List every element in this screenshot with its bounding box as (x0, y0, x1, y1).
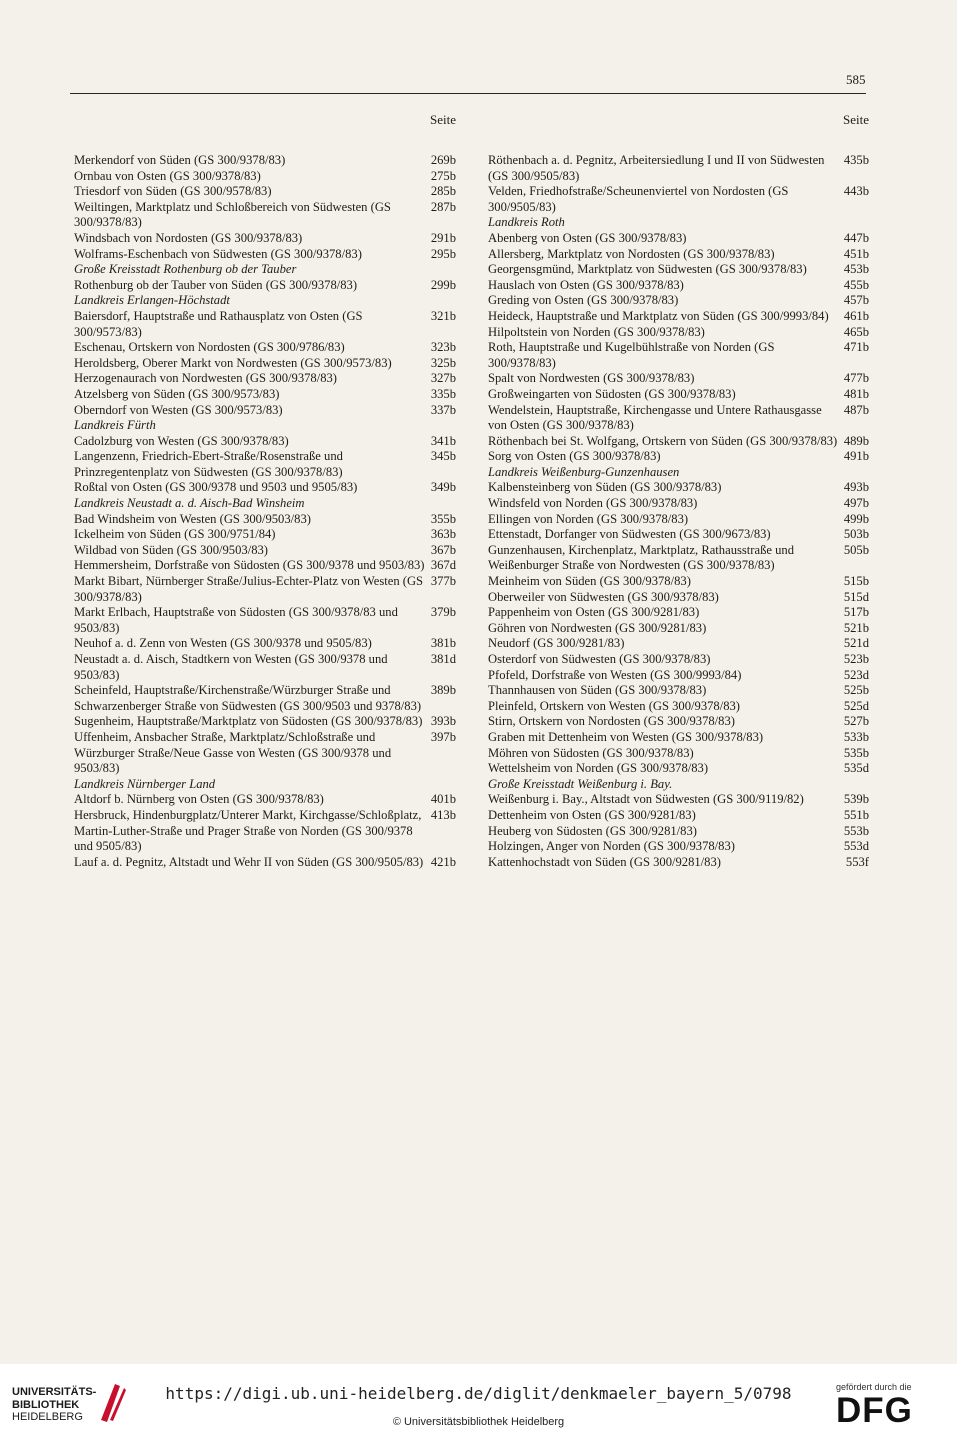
index-entry (74, 371, 456, 387)
entry-page: 349b (430, 480, 456, 495)
index-entry (488, 262, 869, 278)
right-entry-list (488, 153, 869, 870)
entry-page: 367b (430, 542, 456, 557)
index-entry (74, 543, 456, 559)
entry-title: Langenzenn, Friedrich-Ebert-Straße/Rosenstraße und Prinzregentenplatz von Südwesten (GS 300/9378/83) (74, 449, 343, 479)
index-entry (74, 309, 456, 340)
index-entry (488, 449, 869, 465)
index-entry (74, 434, 456, 450)
entry-page: 379b (430, 605, 456, 620)
index-entry (488, 839, 869, 855)
index-entry (488, 792, 869, 808)
entry-page: 363b (430, 527, 456, 542)
entry-title: Windsfeld von Norden (GS 300/9378/83) (488, 496, 698, 511)
section-heading: Landkreis Fürth (74, 418, 156, 433)
entry-title: Scheinfeld, Hauptstraße/Kirchenstraße/Würzburger Straße und Schwarzenberger Straße von Südwesten (GS 300/9503 und 9378/83) (74, 683, 422, 713)
entry-page: 295b (430, 246, 456, 261)
index-entry (488, 761, 869, 777)
index-entry (74, 169, 456, 185)
entry-page: 337b (430, 402, 456, 417)
entry-title: Greding von Osten (GS 300/9378/83) (488, 293, 679, 308)
entry-page: 345b (430, 449, 456, 464)
entry-title: Pleinfeld, Ortskern von Westen (GS 300/9378/83) (488, 698, 740, 713)
section-heading: Landkreis Nürnberger Land (74, 776, 216, 791)
entry-title: Ettenstadt, Dorfanger von Südwesten (GS 300/9673/83) (488, 527, 771, 542)
entry-title: Wettelsheim von Norden (GS 300/9378/83) (488, 761, 709, 776)
left-column (74, 112, 456, 870)
index-entry (488, 605, 869, 621)
entry-title: Ickelheim von Süden (GS 300/9751/84) (74, 527, 276, 542)
entry-page: 477b (843, 371, 869, 386)
entry-title: Heroldsberg, Oberer Markt von Nordwesten (GS 300/9573/83) (74, 355, 392, 370)
index-entry (488, 371, 869, 387)
index-entry (488, 808, 869, 824)
page-number: 585 (846, 72, 866, 87)
entry-page: 299b (430, 277, 456, 292)
viewer-footer (0, 1364, 957, 1442)
entry-title: Gunzenhausen, Kirchenplatz, Marktplatz, Rathausstraße und Weißenburger Straße von Nordwesten (GS 300/9378/83) (488, 542, 794, 573)
index-entry (488, 387, 869, 403)
entry-title: Velden, Friedhofstraße/Scheunenviertel von Nordosten (GS 300/9505/83) (488, 184, 789, 214)
entry-title: Uffenheim, Ansbacher Straße, Marktplatz/Schloßstraße und Würzburger Straße/Neue Gasse von Westen (GS 300/9378 und 9503/83) (74, 729, 392, 776)
right-column (488, 112, 869, 870)
index-entry (488, 403, 869, 434)
entry-title: Meinheim von Süden (GS 300/9378/83) (488, 574, 691, 589)
entry-page: 489b (843, 433, 869, 448)
section-heading: Landkreis Neustadt a. d. Aisch-Bad Winsheim (74, 496, 305, 511)
entry-page: 551b (843, 807, 869, 822)
entry-title: Möhren von Südosten (GS 300/9378/83) (488, 745, 694, 760)
entry-page: 421b (430, 854, 456, 869)
entry-page: 553b (843, 823, 869, 838)
left-entry-list (74, 153, 456, 870)
entry-title: Sugenheim, Hauptstraße/Marktplatz von Südosten (GS 300/9378/83) (74, 714, 423, 729)
entry-title: Hersbruck, Hindenburgplatz/Unterer Markt, Kirchgasse/Schloßplatz, Martin-Luther-Straße und Prager Straße von Norden (GS 300/9378 und 9505/83) (74, 807, 422, 854)
section-heading: Große Kreisstadt Weißenburg i. Bay. (488, 776, 673, 791)
index-entry (488, 527, 869, 543)
entry-page: 481b (843, 386, 869, 401)
index-entry (488, 683, 869, 699)
section-heading: Landkreis Roth (488, 215, 565, 230)
entry-title: Heuberg von Südosten (GS 300/9281/83) (488, 823, 697, 838)
index-entry (74, 558, 456, 574)
index-entry (488, 668, 869, 684)
entry-page: 377b (430, 574, 456, 589)
index-entry (74, 153, 456, 169)
entry-page: 553d (843, 839, 869, 854)
entry-title: Roth, Hauptstraße und Kugelbühlstraße von Norden (GS 300/9378/83) (488, 340, 775, 370)
entry-title: Pfofeld, Dorfstraße von Westen (GS 300/9993/84) (488, 667, 742, 682)
index-entry (74, 636, 456, 652)
entry-page: 523b (843, 652, 869, 666)
entry-title: Neustadt a. d. Aisch, Stadtkern von Westen (GS 300/9378 und 9503/83) (74, 652, 388, 682)
entry-title: Georgensgmünd, Marktplatz von Südwesten (GS 300/9378/83) (488, 262, 807, 277)
entry-page: 493b (843, 480, 869, 495)
entry-page: 355b (430, 511, 456, 526)
entry-page: 335b (430, 386, 456, 401)
entry-page: 287b (430, 199, 456, 214)
entry-title: Hauslach von Osten (GS 300/9378/83) (488, 277, 684, 292)
index-entry (74, 574, 456, 605)
header-rule (70, 93, 866, 94)
entry-page: 553f (845, 854, 869, 869)
copyright-text: © Universitätsbibliothek Heidelberg (392, 1416, 565, 1428)
section-heading: Große Kreisstadt Rothenburg ob der Tauber (74, 262, 297, 277)
entry-page: 325b (430, 355, 456, 370)
entry-title: Wolframs-Eschenbach von Südwesten (GS 300/9378/83) (74, 246, 362, 261)
entry-page: 457b (843, 293, 869, 308)
seite-heading-right: Seite (843, 112, 869, 127)
index-entry (74, 480, 456, 496)
entry-title: Markt Erlbach, Hauptstraße von Südosten (GS 300/9378/83 und 9503/83) (74, 605, 398, 635)
entry-title: Thannhausen von Süden (GS 300/9378/83) (488, 683, 707, 698)
index-entry (488, 340, 869, 371)
entry-page: 291b (430, 230, 456, 245)
entry-title: Oberndorf von Westen (GS 300/9573/83) (74, 402, 283, 417)
entry-page: 497b (843, 496, 869, 511)
index-entry (488, 543, 869, 574)
ub-logo-line3: HEIDELBERG (12, 1411, 83, 1423)
entry-title: Merkendorf von Süden (GS 300/9378/83) (74, 153, 286, 167)
entry-title: Atzelsberg von Süden (GS 300/9573/83) (74, 386, 280, 401)
entry-page: 527b (843, 714, 869, 729)
index-entry (74, 356, 456, 372)
entry-title: Herzogenaurach von Nordwesten (GS 300/9378/83) (74, 371, 337, 386)
index-entry (488, 855, 869, 871)
entry-page: 455b (843, 277, 869, 292)
entry-page: 401b (430, 792, 456, 807)
entry-title: Neudorf (GS 300/9281/83) (488, 636, 625, 651)
entry-title: Roßtal von Osten (GS 300/9378 und 9503 und 9505/83) (74, 480, 358, 495)
index-entry (488, 512, 869, 528)
entry-title: Heideck, Hauptstraße und Marktplatz von Süden (GS 300/9993/84) (488, 308, 829, 323)
entry-page: 397b (430, 729, 456, 744)
index-entry (488, 574, 869, 590)
index-entry (488, 231, 869, 247)
entry-title: Wendelstein, Hauptstraße, Kirchengasse und Untere Rathausgasse von Osten (GS 300/9378/83) (488, 402, 822, 433)
entry-title: Weiltingen, Marktplatz und Schloßbereich von Südwesten (GS 300/9378/83) (74, 199, 391, 230)
entry-title: Weißenburg i. Bay., Altstadt von Südwesten (GS 300/9119/82) (488, 792, 804, 807)
entry-page: 523d (843, 667, 869, 682)
index-entry (74, 449, 456, 480)
entry-page: 535b (843, 745, 869, 760)
ub-logo-line1: UNIVERSITÄTS- (12, 1386, 97, 1398)
entry-title: Ornbau von Osten (GS 300/9378/83) (74, 168, 261, 183)
entry-title: Kattenhochstadt von Süden (GS 300/9281/83) (488, 854, 721, 869)
entry-title: Lauf a. d. Pegnitz, Altstadt und Wehr II von Süden (GS 300/9505/83) (74, 854, 424, 869)
index-entry (74, 512, 456, 528)
index-entry (488, 824, 869, 840)
index-entry (74, 387, 456, 403)
ub-logo-line2: BIBLIOTHEK (12, 1398, 80, 1411)
entry-title: Dettenheim von Osten (GS 300/9281/83) (488, 807, 696, 822)
index-entry (488, 496, 869, 512)
index-entry (488, 621, 869, 637)
entry-page: 275b (430, 168, 456, 183)
entry-page: 327b (430, 371, 456, 386)
dfg-funding-label: gefördert durch die (836, 1382, 912, 1392)
entry-page: 367d (430, 558, 456, 573)
index-entry (74, 403, 456, 419)
index-entry (74, 231, 456, 247)
entry-page: 465b (843, 324, 869, 339)
index-entry (74, 278, 456, 294)
index-entry (74, 184, 456, 200)
entry-page: 517b (843, 605, 869, 620)
entry-page: 521d (843, 636, 869, 651)
section-heading: Landkreis Weißenburg-Gunzenhausen (488, 464, 680, 479)
index-entry (488, 480, 869, 496)
entry-title: Rothenburg ob der Tauber von Süden (GS 300/9378/83) (74, 277, 358, 292)
entry-title: Göhren von Nordwesten (GS 300/9281/83) (488, 620, 707, 635)
index-entry (74, 340, 456, 356)
entry-page: 533b (843, 729, 869, 744)
entry-page: 515d (843, 589, 869, 604)
entry-page: 461b (843, 308, 869, 323)
entry-title: Cadolzburg von Westen (GS 300/9378/83) (74, 433, 289, 448)
index-entry (488, 636, 869, 652)
index-entry (74, 683, 456, 714)
index-entry (488, 278, 869, 294)
index-entry (488, 247, 869, 263)
index-entry (488, 184, 869, 215)
entry-title: Altdorf b. Nürnberg von Osten (GS 300/9378/83) (74, 792, 324, 807)
entry-page: 505b (843, 542, 869, 557)
entry-page: 323b (430, 340, 456, 355)
entry-title: Baiersdorf, Hauptstraße und Rathausplatz von Osten (GS 300/9573/83) (74, 308, 363, 339)
entry-title: Triesdorf von Süden (GS 300/9578/83) (74, 184, 272, 199)
index-entry (74, 200, 456, 231)
entry-page: 447b (843, 230, 869, 245)
index-entry (74, 855, 456, 871)
entry-title: Röthenbach bei St. Wolfgang, Ortskern von Süden (GS 300/9378/83) (488, 433, 838, 448)
index-entry (74, 247, 456, 263)
entry-page: 389b (430, 683, 456, 698)
entry-page: 413b (430, 807, 456, 822)
index-entry (488, 325, 869, 341)
entry-title: Stirn, Ortskern von Nordosten (GS 300/9378/83) (488, 714, 735, 729)
entry-page: 525b (843, 683, 869, 698)
index-entry (488, 746, 869, 762)
entry-title: Wildbad von Süden (GS 300/9503/83) (74, 542, 268, 557)
entry-page: 393b (430, 714, 456, 729)
entry-page: 435b (843, 153, 869, 167)
entry-page: 285b (430, 184, 456, 199)
index-entry (488, 730, 869, 746)
index-entry (74, 792, 456, 808)
entry-title: Graben mit Dettenheim von Westen (GS 300/9378/83) (488, 729, 764, 744)
entry-page: 381b (430, 636, 456, 651)
entry-title: Hemmersheim, Dorfstraße von Südosten (GS 300/9378 und 9503/83) (74, 558, 425, 573)
dfg-logo[interactable] (836, 1382, 948, 1428)
index-entry (488, 652, 869, 668)
index-entry (488, 590, 869, 606)
entry-title: Röthenbach a. d. Pegnitz, Arbeitersiedlung I und II von Südwesten (GS 300/9505/83) (488, 153, 825, 183)
seite-heading-left: Seite (430, 112, 456, 127)
dfg-wordmark: DFG (836, 1391, 913, 1430)
entry-page: 515b (843, 574, 869, 589)
entry-page: 453b (843, 262, 869, 277)
index-entry (488, 309, 869, 325)
entry-title: Kalbensteinberg von Süden (GS 300/9378/83) (488, 480, 722, 495)
entry-page: 341b (430, 433, 456, 448)
entry-page: 269b (430, 153, 456, 167)
entry-title: Osterdorf von Südwesten (GS 300/9378/83) (488, 652, 711, 666)
index-entry (74, 527, 456, 543)
section-heading: Landkreis Erlangen-Höchstadt (74, 293, 230, 308)
index-entry (488, 714, 869, 730)
entry-page: 487b (843, 402, 869, 417)
entry-title: Allersberg, Marktplatz von Nordosten (GS 300/9378/83) (488, 246, 775, 261)
permalink-url[interactable]: https://digi.ub.uni-heidelberg.de/diglit/denkmaeler_bayern_5/0798 (165, 1384, 792, 1403)
entry-title: Ellingen von Norden (GS 300/9378/83) (488, 511, 689, 526)
entry-title: Großweingarten von Südosten (GS 300/9378/83) (488, 386, 736, 401)
entry-page: 539b (843, 792, 869, 807)
entry-page: 381d (430, 652, 456, 666)
entry-title: Spalt von Nordwesten (GS 300/9378/83) (488, 371, 695, 386)
entry-title: Markt Bibart, Nürnberger Straße/Julius-Echter-Platz von Westen (GS 300/9378/83) (74, 574, 424, 604)
index-entry (74, 808, 456, 855)
index-entry (488, 293, 869, 309)
entry-title: Hilpoltstein von Norden (GS 300/9378/83) (488, 324, 705, 339)
index-entry (74, 605, 456, 636)
entry-page: 535d (843, 761, 869, 776)
index-entry (74, 714, 456, 730)
entry-page: 321b (430, 308, 456, 323)
entry-title: Windsbach von Nordosten (GS 300/9378/83) (74, 230, 303, 245)
entry-title: Neuhof a. d. Zenn von Westen (GS 300/9378 und 9505/83) (74, 636, 372, 651)
entry-page: 525d (843, 698, 869, 713)
entry-page: 471b (843, 340, 869, 355)
entry-page: 503b (843, 527, 869, 542)
entry-title: Abenberg von Osten (GS 300/9378/83) (488, 230, 687, 245)
entry-page: 521b (843, 620, 869, 635)
index-entry (488, 434, 869, 450)
entry-title: Sorg von Osten (GS 300/9378/83) (488, 449, 661, 464)
entry-title: Eschenau, Ortskern von Nordosten (GS 300/9786/83) (74, 340, 345, 355)
entry-page: 451b (843, 246, 869, 261)
entry-title: Pappenheim von Osten (GS 300/9281/83) (488, 605, 700, 620)
entry-page: 491b (843, 449, 869, 464)
entry-page: 443b (843, 184, 869, 199)
entry-title: Holzingen, Anger von Norden (GS 300/9378/83) (488, 839, 735, 854)
entry-page: 499b (843, 511, 869, 526)
entry-title: Oberweiler von Südwesten (GS 300/9378/83) (488, 589, 719, 604)
index-entry (488, 153, 869, 184)
index-entry (74, 652, 456, 683)
index-entry (488, 699, 869, 715)
entry-title: Bad Windsheim von Westen (GS 300/9503/83) (74, 511, 311, 526)
index-entry (74, 730, 456, 777)
